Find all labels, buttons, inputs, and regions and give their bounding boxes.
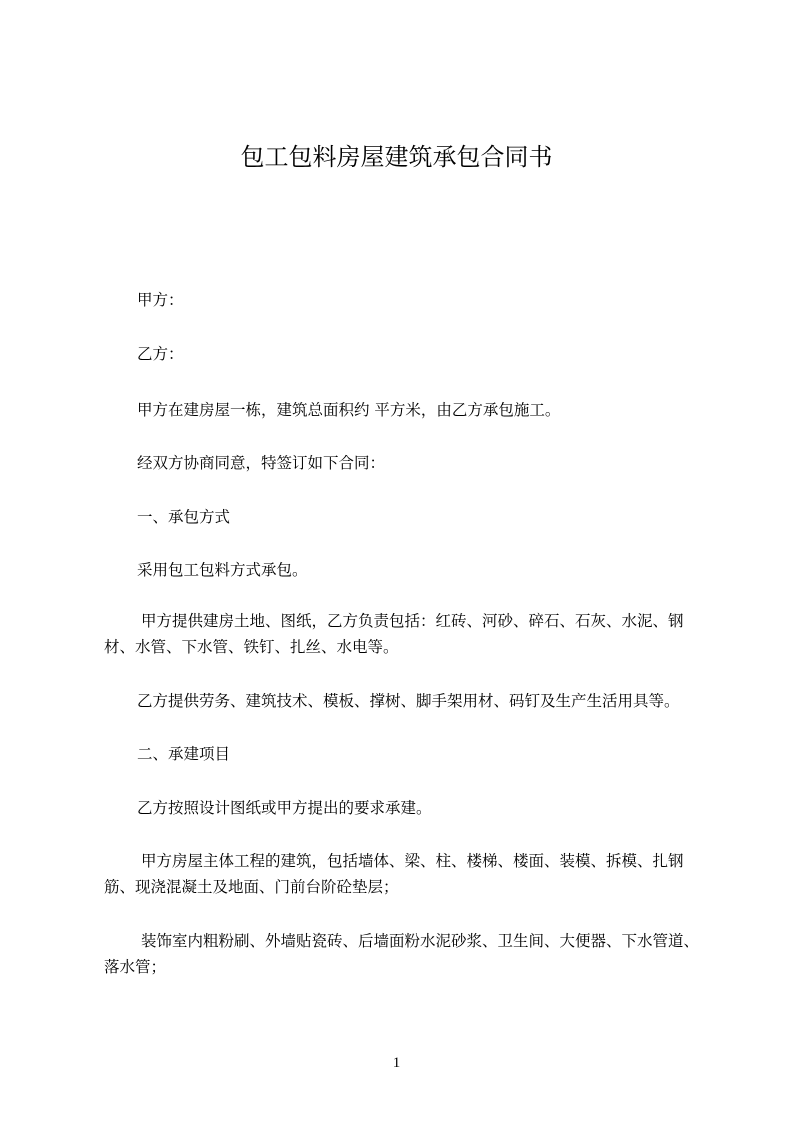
intro-paragraph: 甲方在建房屋一栋，建筑总面积约 平方米，由乙方承包施工。	[137, 401, 561, 419]
section2-heading: 二、承建项目	[137, 745, 231, 763]
section2-paragraph-2-line-2: 筋、现浇混凝土及地面、门前台阶砼垫层；	[104, 878, 399, 896]
section1-paragraph-1: 采用包工包料方式承包。	[137, 561, 308, 579]
section2-paragraph-3-line-1: 装饰室内粗粉刷、外墙贴瓷砖、后墙面粉水泥砂浆、卫生间、大便器、下水管道、	[141, 932, 700, 950]
agreement-paragraph: 经双方协商同意，特签订如下合同：	[137, 454, 386, 472]
document-title: 包工包料房屋建筑承包合同书	[240, 143, 553, 171]
party-a-label: 甲方：	[137, 291, 184, 309]
section1-heading: 一、承包方式	[137, 508, 231, 526]
section1-paragraph-2-line-2: 材、水管、下水管、铁钉、扎丝、水电等。	[104, 638, 399, 656]
section1-paragraph-2-line-1: 甲方提供建房土地、图纸，乙方负责包括：红砖、河砂、碎石、石灰、水泥、钢	[141, 612, 684, 630]
section1-paragraph-3: 乙方提供劳务、建筑技术、模板、撑树、脚手架用材、码钉及生产生活用具等。	[137, 692, 680, 710]
page-number: 1	[392, 1055, 401, 1071]
section2-paragraph-3-line-2: 落水管；	[104, 958, 167, 976]
section2-paragraph-2-line-1: 甲方房屋主体工程的建筑，包括墙体、梁、柱、楼梯、楼面、装模、拆模、扎钢	[141, 852, 684, 870]
party-b-label: 乙方：	[137, 345, 184, 363]
section2-paragraph-1: 乙方按照设计图纸或甲方提出的要求承建。	[137, 799, 432, 817]
